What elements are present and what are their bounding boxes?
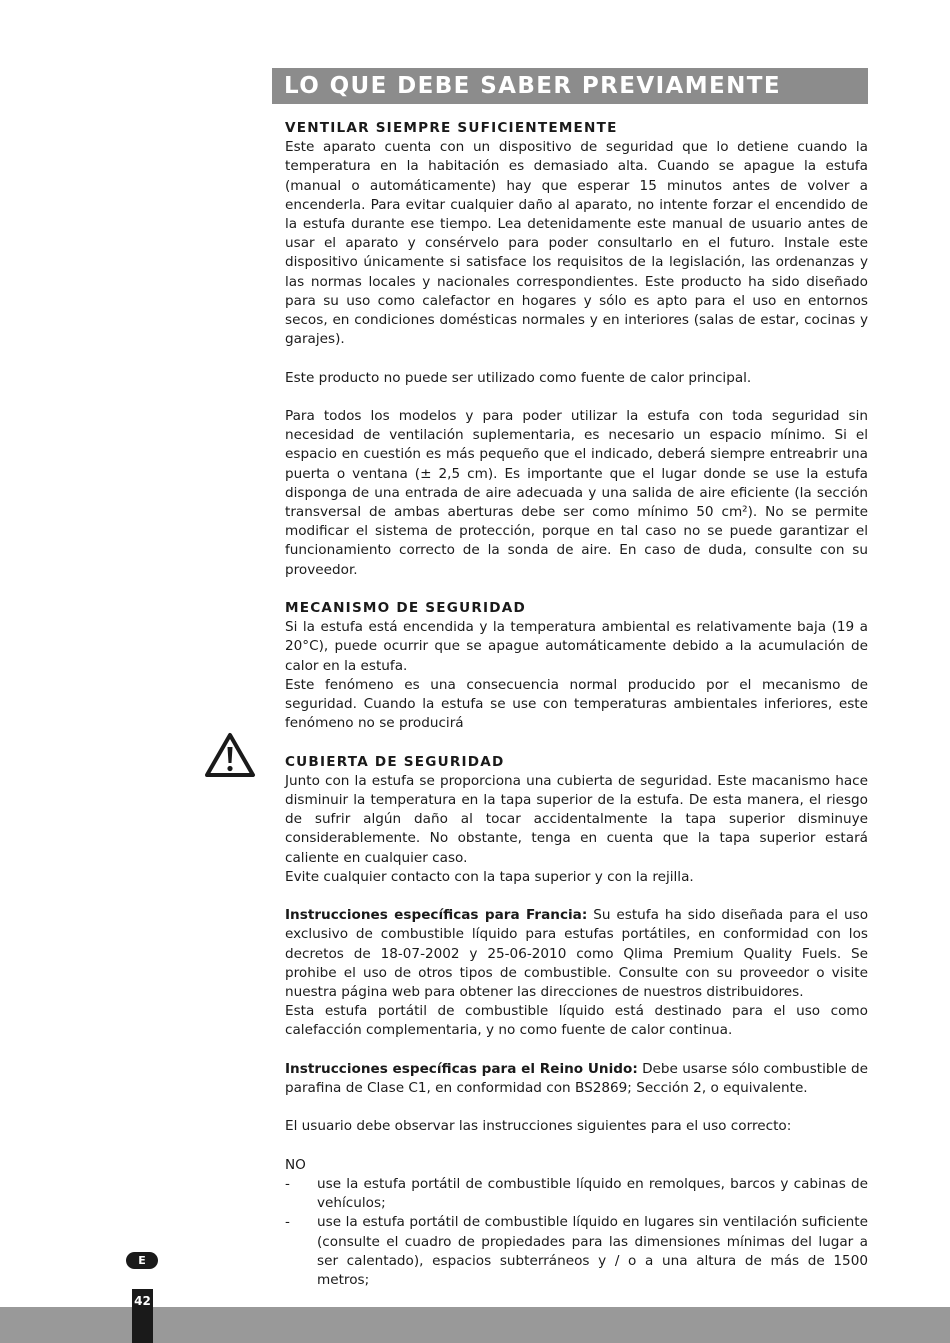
paragraph-uk (285, 1060, 868, 1098)
no-label: NO (285, 1156, 306, 1173)
paragraph: Para todos los modelos y para poder utilizar la estufa con toda seguridad sin necesidad de ventilación suplementaria, es necesario un espacio mínimo. Si el espacio en cuestión es más pequeño que el indicado, deberá siempre entreabrir una puerta o ventana (± 2,5 cm). Es importante que el lugar donde se use la estufa disponga de una entrada de aire adecuada y una salida de aire eficiente (la sección transversal de ambas aberturas debe ser como mínimo 50 cm²). No se permite modificar el sistema de protección, porque en tal caso no se puede garantizar el funcionamiento correcto de la sonda de aire. En caso de duda, consulte con su proveedor. (285, 408, 868, 578)
main-content (285, 119, 868, 1290)
paragraph: Este aparato cuenta con un dispositivo de seguridad que lo detiene cuando la temperatura en la habitación es demasiado alta. Cuando se apague la estufa (manual o automáticamente) hay que esperar 15 minutos antes de volver a encenderla. Para evitar cualquier daño al aparato, no intente forzar el encendido de la estufa durante ese tiempo. Lea detenidamente este manual de usuario antes de usar el aparato y consérvelo para poder consultarlo en el futuro. Instale este dispositivo únicamente si satisface los requisitos de la legislación, las ordenanzas y las normas locales y nacionales correspondientes. Este producto ha sido diseñado para su uso como calefactor en hogares y sólo es apto para el uso en entornos secos, en condiciones domésticas normales y en interiores (salas de estar, cocinas y garajes). (285, 139, 868, 348)
uk-label: Instrucciones específicas para el Reino Unido: (285, 1060, 638, 1077)
francia-label: Instrucciones específicas para Francia: (285, 907, 588, 924)
paragraph-francia (285, 906, 868, 1002)
instruction-list (285, 1175, 868, 1290)
section-heading-ventilar: VENTILAR SIEMPRE SUFICIENTEMENTE (285, 120, 618, 136)
section-heading-cubierta: CUBIERTA DE SEGURIDAD (285, 753, 505, 770)
uk-text: Debe usarse sólo combustible de parafina de Clase C1, en conformidad con BS2869; Sección 2, o equivalente. (285, 1060, 868, 1097)
warning-icon (203, 731, 257, 779)
page-title: LO QUE DEBE SABER PREVIAMENTE (272, 68, 868, 104)
francia-text: Su estufa ha sido diseñada para el uso exclusivo de combustible líquido para estufas portátiles, en conformidad con los decretos de 18-07-2002 y 25-06-2010 como Qlima Premium Quality Fuels. Se prohibe el uso de otros tipos de combustible. Consulte con su proveedor o visite nuestra página web para obtener las direcciones de nuestros distribuidores. (285, 907, 869, 1001)
paragraph: Esta estufa portátil de combustible líquido está destinado para el uso como calefacción complementaria, y no como fuente de calor continua. (285, 1003, 868, 1039)
paragraph: Este producto no puede ser utilizado como fuente de calor principal. (285, 369, 752, 386)
paragraph: Junto con la estufa se proporciona una cubierta de seguridad. Este macanismo hace disminuir la temperatura en la tapa superior de la estufa. De esta manera, el riesgo de sufrir algún daño al tocar accidentalmente la tapa superior disminuye considerablemente. No obstante, tenga en cuenta que la tapa superior estará caliente en cualquier caso. (285, 772, 868, 866)
section-heading-mecanismo: MECANISMO DE SEGURIDAD (285, 600, 526, 617)
list-item: - use la estufa portátil de combustible líquido en remolques, barcos y cabinas de vehículos; (285, 1175, 868, 1213)
paragraph: Si la estufa está encendida y la temperatura ambiental es relativamente baja (19 a 20°C), puede ocurrir que se apague automáticamente debido a la acumulación de calor en la estufa. (285, 619, 868, 674)
language-badge: E (126, 1252, 158, 1269)
page-number: 42 (132, 1289, 153, 1343)
paragraph: Este fenómeno es una consecuencia normal producido por el mecanismo de seguridad. Cuando la estufa se use con temperaturas ambientales inferiores, este fenómeno no se producirá (285, 676, 868, 732)
paragraph: Evite cualquier contacto con la tapa superior y con la rejilla. (285, 868, 694, 885)
paragraph: El usuario debe observar las instrucciones siguientes para el uso correcto: (285, 1118, 792, 1135)
list-item: - use la estufa portátil de combustible líquido en lugares sin ventilación suficiente (consulte el cuadro de propiedades para las dimensiones mínimas del lugar a ser calentado), espacios subterráneos y / o a una altura de más de 1500 metros; (285, 1213, 868, 1290)
